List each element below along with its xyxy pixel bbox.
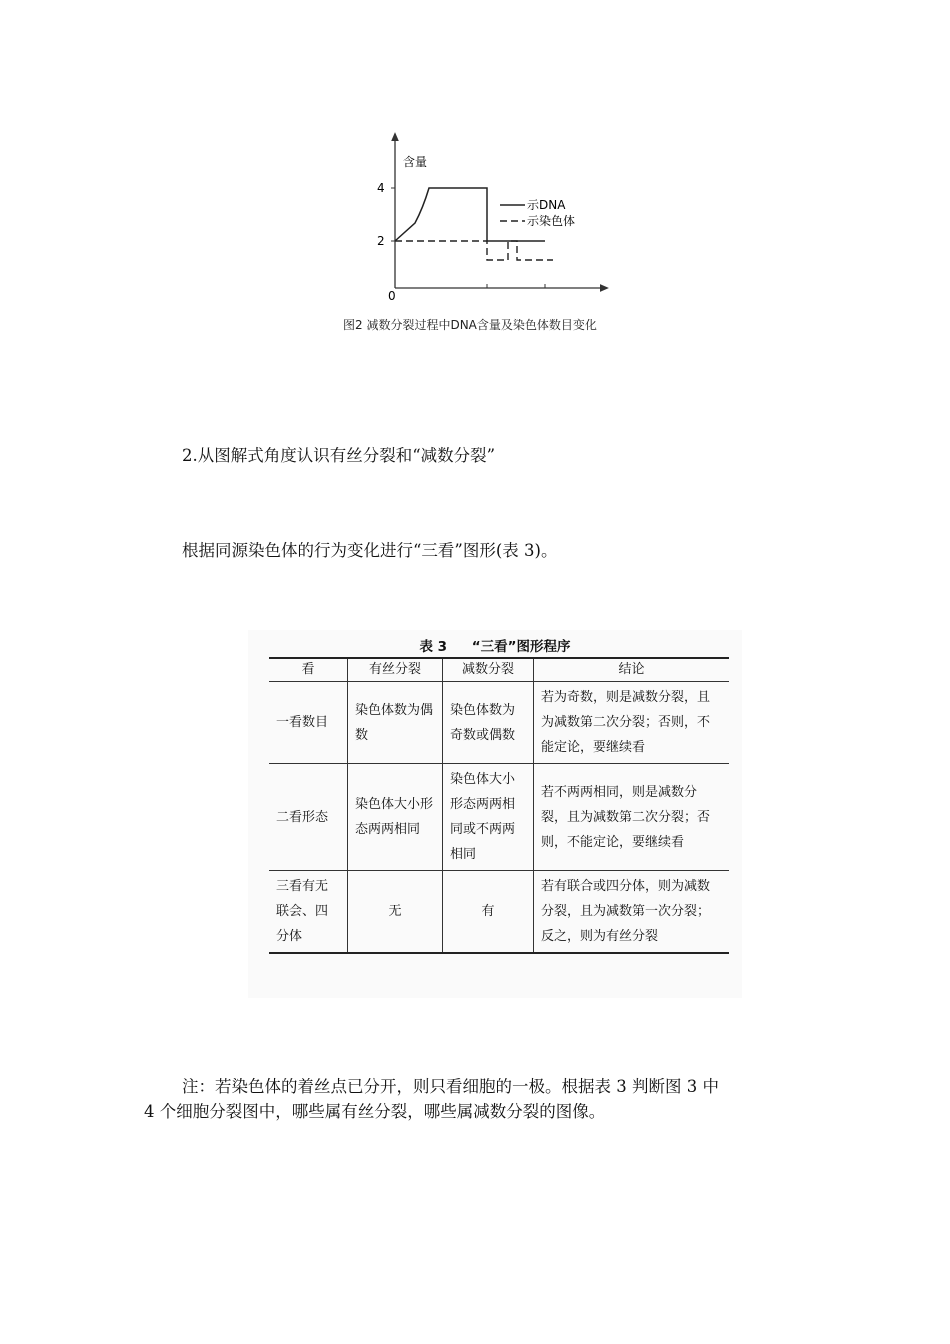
intro-paragraph: 根据同源染色体的行为变化进行“三看”图形(表 3)。 <box>182 541 558 560</box>
dna-chromosome-figure <box>335 128 665 348</box>
header-look: 看 <box>269 658 348 682</box>
section-heading: 2.从图解式角度认识有丝分裂和“减数分裂” <box>182 446 496 465</box>
conclusion-cell: 若有联合或四分体，则为减数分裂，且为减数第一次分裂；反之，则为有丝分裂 <box>534 871 730 954</box>
conclusion-cell: 若为奇数，则是减数分裂，且为减数第二次分裂；否则，不能定论，要继续看 <box>534 682 730 764</box>
legend-dna-label: 示DNA <box>527 198 566 212</box>
header-mitosis: 有丝分裂 <box>348 658 443 682</box>
mitosis-cell: 无 <box>348 871 443 954</box>
header-meiosis: 减数分裂 <box>443 658 534 682</box>
note-line-1: 注：若染色体的着丝点已分开，则只看细胞的一极。根据表 3 判断图 3 中 <box>182 1077 719 1096</box>
legend-chromosome-label: 示染色体 <box>527 214 576 228</box>
dna-chromosome-chart <box>335 128 665 348</box>
dna-series-line <box>395 188 545 241</box>
table-number: 表 3 <box>419 639 448 655</box>
table-header-row <box>269 658 729 682</box>
row-label: 一看数目 <box>269 682 348 764</box>
chromosome-series-line <box>395 241 553 260</box>
y-tick-label-4: 4 <box>377 181 385 195</box>
meiosis-cell: 染色体大小形态两两相同或不两两相同 <box>443 764 534 871</box>
origin-label: 0 <box>388 289 396 303</box>
header-conclusion: 结论 <box>534 658 730 682</box>
row-label: 二看形态 <box>269 764 348 871</box>
note-line-2: 4 个细胞分裂图中，哪些属有丝分裂，哪些属减数分裂的图像。 <box>144 1102 606 1121</box>
meiosis-cell: 染色体数为奇数或偶数 <box>443 682 534 764</box>
three-look-table <box>269 657 729 954</box>
conclusion-cell: 若不两两相同，则是减数分裂，且为减数第二次分裂；否则，不能定论，要继续看 <box>534 764 730 871</box>
table-title-text: “三看”图形程序 <box>471 639 571 655</box>
table-title <box>248 635 742 655</box>
y-tick-label-2: 2 <box>377 234 385 248</box>
table-3-image <box>248 630 742 998</box>
mitosis-cell: 染色体数为偶数 <box>348 682 443 764</box>
table-row <box>269 682 729 764</box>
meiosis-cell: 有 <box>443 871 534 954</box>
y-axis-label: 含量 <box>403 155 428 169</box>
mitosis-cell: 染色体大小形态两两相同 <box>348 764 443 871</box>
table-row <box>269 871 729 954</box>
row-label: 三看有无联会、四分体 <box>269 871 348 954</box>
table-row <box>269 764 729 871</box>
figure-caption: 图2 减数分裂过程中DNA含量及染色体数目变化 <box>343 318 597 332</box>
